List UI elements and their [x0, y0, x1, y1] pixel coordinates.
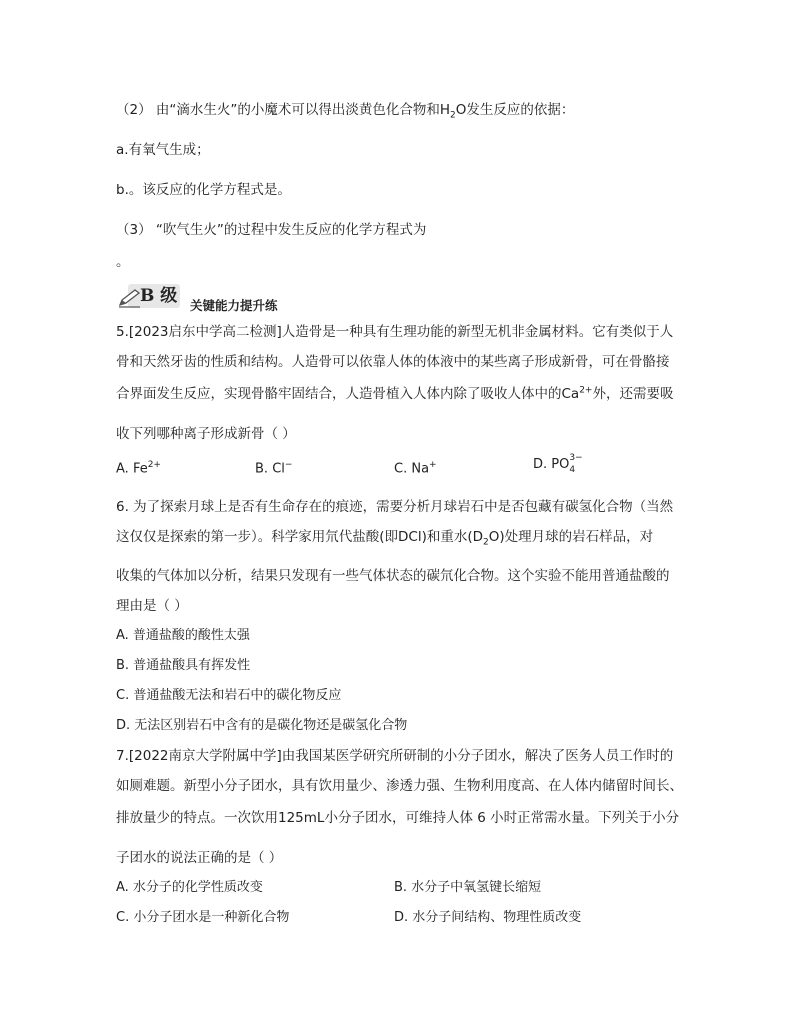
q5-line3: [116, 384, 673, 404]
q5-option-a[interactable]: [116, 455, 161, 479]
level-badge: [118, 282, 182, 310]
part2-line1-text-end: O发生反应的依据：: [455, 102, 575, 118]
q5-option-c-label: C.: [394, 461, 412, 477]
q6-line2-subscript: 2: [483, 537, 489, 548]
q5-option-d-label: D.: [533, 457, 552, 472]
q5-option-d-charge: 3−: [569, 452, 583, 463]
q5-option-c-charge: +: [429, 460, 437, 470]
q5-option-a-charge: 2+: [147, 460, 161, 470]
part2-line1-text: （2） 由“滴水生火”的小魔术可以得出淡黄色化合物和H: [116, 102, 451, 118]
q5-line2: 骨和天然牙齿的性质和结构。人造骨可以依靠人体的体液中的某些离子形成新骨，可在骨骼接: [116, 354, 670, 370]
q6-line2-text: 这仅仅是探索的第一步）。科学家用氘代盐酸(即DCl)和重水(D: [116, 529, 484, 545]
q6-option-c[interactable]: C. 普通盐酸无法和岩石中的碳化物反应: [116, 688, 342, 703]
q5-line3-superscript: 2+: [579, 385, 593, 396]
part2-line2: a.有氧气生成；: [116, 142, 210, 158]
q6-line4: 理由是（ ）: [116, 598, 188, 614]
q5-option-d-subscript: 4: [569, 464, 576, 475]
q7-option-c[interactable]: C. 小分子团水是一种新化合物: [116, 910, 290, 925]
q6-option-a[interactable]: A. 普通盐酸的酸性太强: [116, 628, 250, 643]
q7-line2: 如厕难题。新型小分子团水，具有饮用量少、渗透力强、生物利用度高、在人体内储留时间长、: [116, 778, 683, 794]
q7-line4: 子团水的说法正确的是（ ）: [116, 850, 283, 866]
part3-line1: （3） “吹气生火”的过程中发生反应的化学方程式为: [116, 222, 427, 238]
part3-line2: 。: [116, 254, 130, 270]
part2-line1: [116, 100, 574, 120]
q7-line3: 排放量少的特点。一次饮用125mL小分子团水，可维持人体 6 小时正常需水量。下列关于小分: [116, 810, 680, 826]
q5-option-c-ion: Na: [411, 461, 430, 477]
q7-option-b[interactable]: B. 水分子中氧氢键长缩短: [394, 880, 542, 895]
section-title: 关键能力提升练: [190, 298, 278, 313]
q5-option-d[interactable]: [533, 452, 583, 475]
q6-option-d[interactable]: D. 无法区别岩石中含有的是碳化物还是碳氢化合物: [116, 718, 408, 733]
q5-line3-text-end: 外，还需要吸: [592, 386, 674, 402]
q7-option-a[interactable]: A. 水分子的化学性质改变: [116, 880, 263, 895]
q7-option-d[interactable]: D. 水分子间结构、物理性质改变: [394, 910, 582, 925]
q5-option-a-label: A.: [116, 461, 133, 477]
q5-option-d-ion: PO: [551, 457, 570, 472]
q5-option-b[interactable]: [255, 455, 292, 479]
q6-line3: 收集的气体加以分析，结果只发现有一些气体状态的碳氘化合物。这个实验不能用普通盐酸的: [116, 568, 670, 584]
q5-option-b-ion: Cl: [272, 461, 285, 477]
q6-line2-text-end: O)处理月球的岩石样品，对: [488, 529, 654, 545]
q5-line3-text: 合界面发生反应，实现骨骼牢固结合，人造骨植入人体内除了吸收人体中的Ca: [116, 386, 580, 402]
level-badge-text: B 级: [140, 286, 178, 306]
part2-line1-subscript: 2: [450, 110, 456, 121]
q5-option-b-label: B.: [255, 461, 273, 477]
q5-line1: 5.[2023启东中学高二检测]人造骨是一种具有生理功能的新型无机非金属材料。它有类似于人: [116, 324, 674, 340]
q5-option-c[interactable]: [394, 455, 437, 479]
part2-line3: b.。该反应的化学方程式是。: [116, 182, 291, 198]
q6-line2: [116, 527, 653, 547]
q5-option-a-ion: Fe: [132, 461, 148, 477]
q6-line1: 6. 为了探索月球上是否有生命存在的痕迹，需要分析月球岩石中是否包藏有碳氢化合物（当然: [116, 499, 674, 515]
q5-line4: 收下列哪种离子形成新骨（ ）: [116, 426, 296, 442]
q7-line1: 7.[2022南京大学附属中学]由我国某医学研究所研制的小分子团水，解决了医务人员工作时的: [116, 748, 674, 764]
q6-option-b[interactable]: B. 普通盐酸具有挥发性: [116, 658, 251, 673]
q5-option-b-charge: −: [284, 460, 293, 470]
